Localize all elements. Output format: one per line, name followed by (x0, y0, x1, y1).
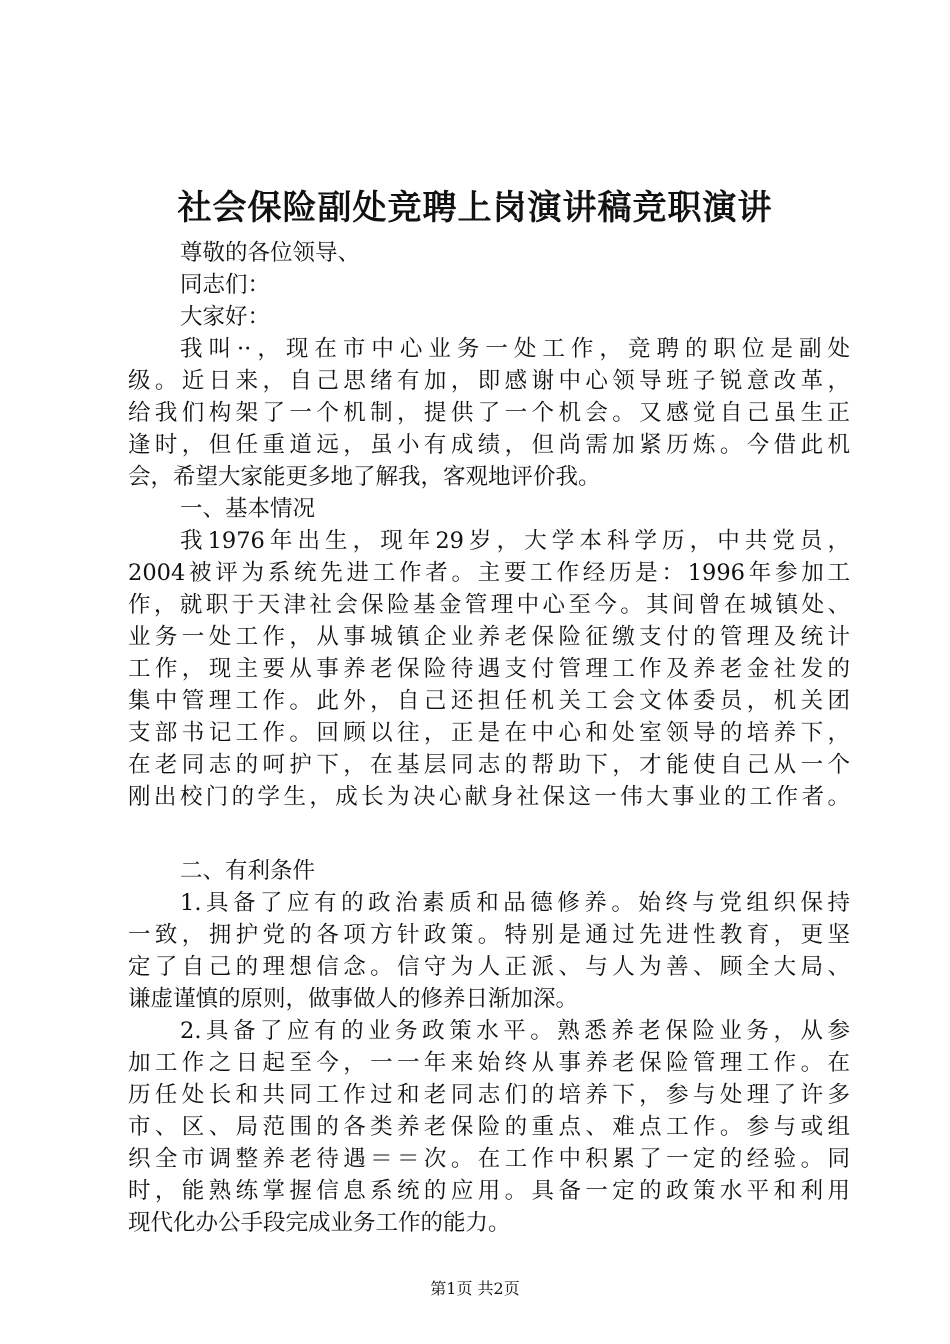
intro-line: 会，希望大家能更多地了解我，客观地评价我。 (128, 464, 601, 490)
item2-line: 时，能熟练掌握信息系统的应用。具备一定的政策水平和利用 (128, 1178, 850, 1204)
section-heading: 二、有利条件 (180, 858, 316, 884)
document-body (128, 237, 850, 1239)
item2-line: 加工作之日起至今，一一年来始终从事养老保险管理工作。在 (128, 1050, 850, 1076)
greeting-line: 尊敬的各位领导、 (180, 240, 361, 266)
intro-line: 我叫··，现在市中心业务一处工作，竞聘的职位是副处 (180, 336, 850, 362)
greeting-line: 同志们： (180, 272, 271, 298)
document-title: 社会保险副处竞聘上岗演讲稿竞职演讲 (177, 188, 773, 228)
item1-line: 1.具备了应有的政治素质和品德修养。始终与党组织保持 (180, 890, 850, 916)
item2-line: 现代化办公手段完成业务工作的能力。 (128, 1210, 511, 1236)
section1-line: 集中管理工作。此外，自己还担任机关工会文体委员，机关团 (128, 688, 850, 714)
item1-line: 定了自己的理想信念。信守为人正派、与人为善、顾全大局、 (128, 954, 850, 980)
section1-line: 在老同志的呵护下，在基层同志的帮助下，才能使自己从一个 (128, 752, 850, 778)
item1-line: 谦虚谨慎的原则，做事做人的修养日渐加深。 (128, 986, 579, 1012)
section1-line: 刚出校门的学生，成长为决心献身社保这一伟大事业的工作者。 (128, 784, 850, 810)
section-heading: 一、基本情况 (180, 496, 316, 522)
intro-line: 给我们构架了一个机制，提供了一个机会。又感觉自己虽生正 (128, 400, 850, 426)
greeting-line: 大家好： (180, 304, 271, 330)
item1-line: 一致，拥护党的各项方针政策。特别是通过先进性教育，更坚 (128, 922, 850, 948)
paragraph-gap (128, 813, 850, 855)
item2-line: 历任处长和共同工作过和老同志们的培养下，参与处理了许多 (128, 1082, 850, 1108)
section1-line: 工作，现主要从事养老保险待遇支付管理工作及养老金社发的 (128, 656, 850, 682)
item2-line: 2.具备了应有的业务政策水平。熟悉养老保险业务，从参 (180, 1018, 850, 1044)
section1-line: 作，就职于天津社会保险基金管理中心至今。其间曾在城镇处、 (128, 592, 850, 618)
intro-line: 逢时，但任重道远，虽小有成绩，但尚需加紧历炼。今借此机 (128, 432, 850, 458)
page-footer: 第1页 共2页 (430, 1279, 520, 1298)
section1-line: 支部书记工作。回顾以往，正是在中心和处室领导的培养下， (128, 720, 850, 746)
section1-line: 业务一处工作，从事城镇企业养老保险征缴支付的管理及统计 (128, 624, 850, 650)
item2-line: 市、区、局范围的各类养老保险的重点、难点工作。参与或组 (128, 1114, 850, 1140)
item2-line: 织全市调整养老待遇＝＝次。在工作中积累了一定的经验。同 (128, 1146, 850, 1172)
section1-line: 2004被评为系统先进工作者。主要工作经历是：1996年参加工 (128, 560, 850, 586)
intro-line: 级。近日来，自己思绪有加，即感谢中心领导班子锐意改革， (128, 368, 850, 394)
section1-line: 我1976年出生，现年29岁，大学本科学历，中共党员， (180, 528, 850, 554)
